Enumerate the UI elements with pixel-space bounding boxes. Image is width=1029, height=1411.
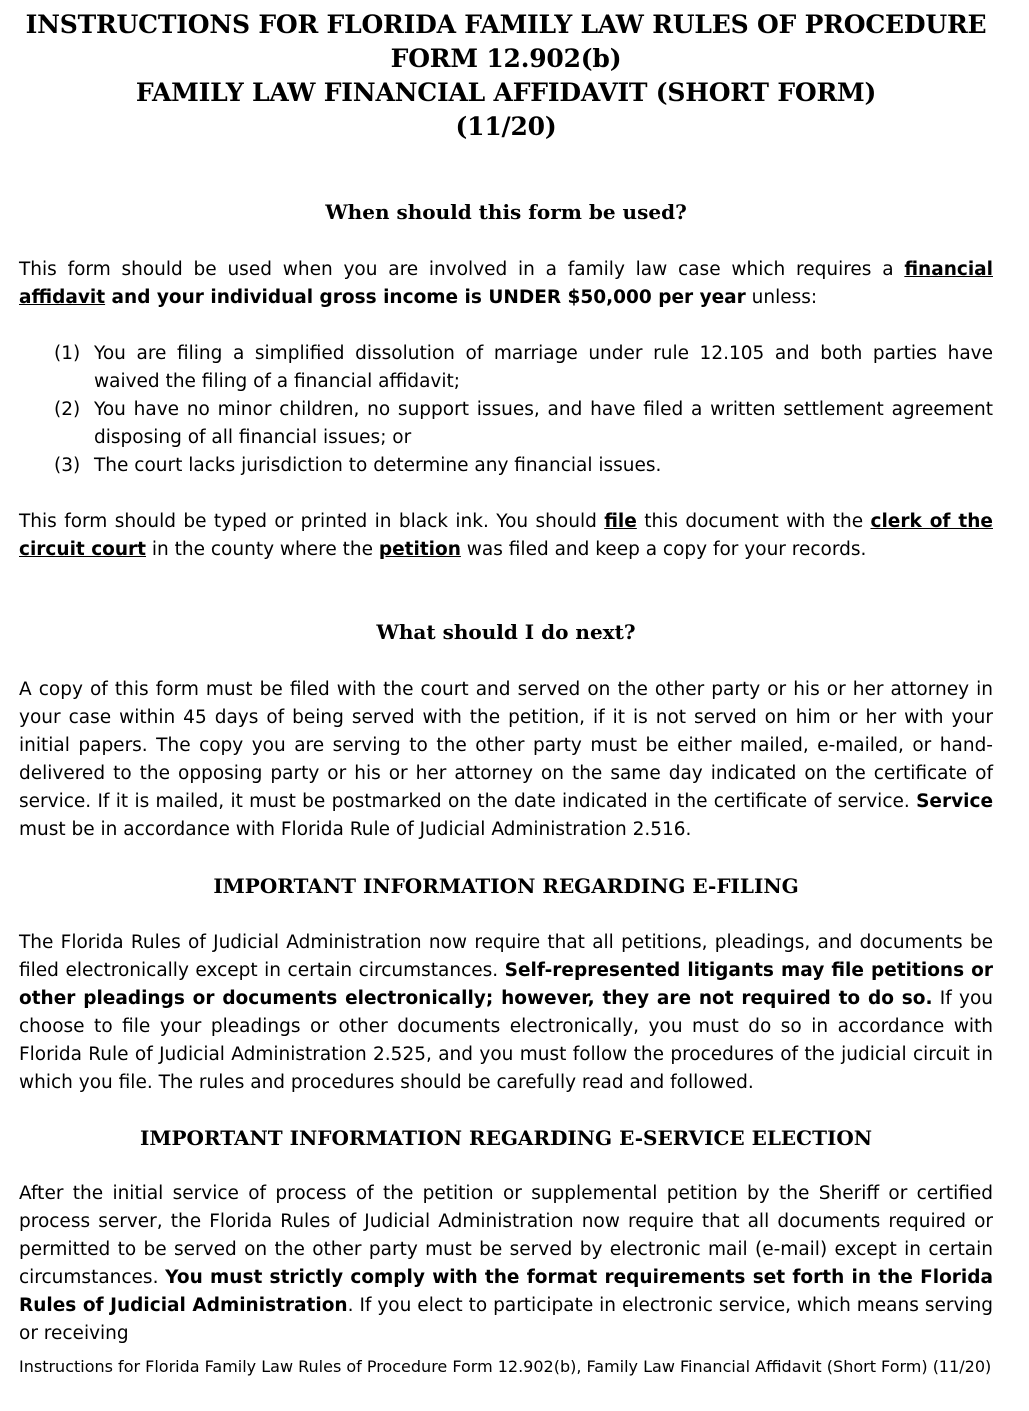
link-financial-affidavit[interactable]: financial affidavit bbox=[19, 259, 993, 308]
paragraph-eservice bbox=[19, 1180, 993, 1348]
link-petition[interactable]: petition bbox=[378, 539, 461, 560]
heading-eservice: IMPORTANT INFORMATION REGARDING E-SERVICE ELECTION bbox=[139, 1126, 873, 1150]
title-line-4: (11/20) bbox=[455, 112, 557, 141]
filing-text: was filed and keep a copy for your records. bbox=[460, 539, 867, 560]
efiling-text: If you choose to file your pleadings or other documents electronically, you must do so in accordance with Florida Rule of Judicial Administration 2.525, and you must follow the procedures of the judicial circuit in which you file. The rules and procedures should be carefully read and followed. bbox=[19, 988, 993, 1093]
filing-text: in the county where the bbox=[146, 539, 379, 560]
link-file[interactable]: file bbox=[604, 511, 637, 532]
conditions-list bbox=[19, 340, 993, 480]
list-item bbox=[54, 452, 993, 480]
next-text: must be in accordance with Florida Rule of Judicial Administration 2.516. bbox=[19, 819, 692, 840]
eservice-bold: You must strictly comply with the format requirements set forth in the Florida Rules of Judicial Administration bbox=[19, 1267, 993, 1316]
paragraph-what-next bbox=[19, 676, 993, 844]
paragraph-filing bbox=[19, 508, 993, 564]
list-item bbox=[54, 396, 993, 452]
service-bold: Service bbox=[916, 791, 993, 812]
intro-income-bold: and your individual gross income is UNDER $50,000 per year bbox=[105, 287, 746, 308]
efiling-text: The Florida Rules of Judicial Administration now require that all petitions, pleadings, and documents be filed electronically except in certain circumstances. bbox=[19, 932, 993, 981]
title-line-3: FAMILY LAW FINANCIAL AFFIDAVIT (SHORT FORM) bbox=[135, 78, 877, 107]
heading-efiling: IMPORTANT INFORMATION REGARDING E-FILING bbox=[213, 874, 799, 898]
link-clerk-of-circuit-court[interactable]: clerk of the circuit court bbox=[19, 511, 993, 560]
page-footer: Instructions for Florida Family Law Rules of Procedure Form 12.902(b), Family Law Financial Affidavit (Short Form) (11/20) bbox=[19, 1357, 992, 1376]
efiling-bold: Self-represented litigants may file petitions or other pleadings or documents electronically; however, they are not required to do so. bbox=[19, 960, 993, 1009]
title-line-1: INSTRUCTIONS FOR FLORIDA FAMILY LAW RULES OF PROCEDURE bbox=[25, 10, 987, 39]
list-item bbox=[54, 340, 993, 396]
paragraph-when-used bbox=[19, 256, 993, 312]
next-text: A copy of this form must be filed with the court and served on the other party or his or her attorney in your case within 45 days of being served with the petition, if it is not served on him or her with your initial papers. The copy you are serving to the other party must be either mailed, e-mailed, or hand-delivered to the opposing party or his or her attorney on the same day indicated on the certificate of service. If it is mailed, it must be postmarked on the date indicated in the certificate of service. bbox=[19, 679, 993, 812]
eservice-text: . If you elect to participate in electronic service, which means serving or receiving bbox=[19, 1295, 994, 1344]
heading-when-used: When should this form be used? bbox=[325, 200, 687, 224]
filing-text: This form should be typed or printed in black ink. You should bbox=[19, 511, 605, 532]
list-item-number: (1) bbox=[54, 343, 81, 364]
intro-unless: unless: bbox=[745, 287, 818, 308]
filing-text: this document with the bbox=[636, 511, 871, 532]
title-line-2: FORM 12.902(b) bbox=[390, 44, 622, 73]
list-item-text: The court lacks jurisdiction to determine any financial issues. bbox=[94, 455, 662, 476]
intro-text: This form should be used when you are involved in a family law case which requires a bbox=[19, 259, 905, 280]
list-item-number: (2) bbox=[54, 399, 81, 420]
eservice-text: After the initial service of process of the petition or supplemental petition by the Sheriff or certified process server, the Florida Rules of Judicial Administration now require that all documents required or permitted to be served on the other party must be served by electronic mail (e-mail) except in certain circumstances. bbox=[19, 1183, 993, 1288]
paragraph-efiling bbox=[19, 929, 993, 1097]
list-item-number: (3) bbox=[54, 455, 81, 476]
list-item-text: You are filing a simplified dissolution of marriage under rule 12.105 and both parties have waived the filing of a financial affidavit; bbox=[94, 343, 993, 392]
document-title bbox=[19, 8, 993, 144]
heading-what-next: What should I do next? bbox=[376, 620, 636, 644]
list-item-text: You have no minor children, no support issues, and have filed a written settlement agreement disposing of all financial issues; or bbox=[94, 399, 993, 448]
